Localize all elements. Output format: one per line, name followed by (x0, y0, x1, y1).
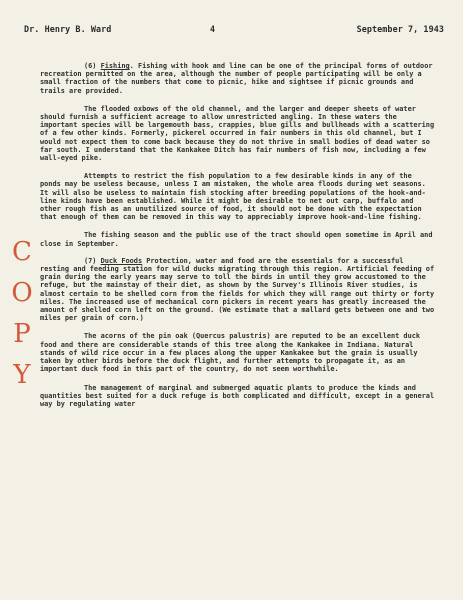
section-heading-duck-foods: Duck Foods (100, 256, 143, 265)
paragraph-text: Protection, water and food are the essentials for a successful resting and feeding station for wild ducks migrating through this region. Artificial feeding of grain during the early years may serve to toll the birds in until they grow accustomed to the refuge, but the mainstay of their diet, as shown by the Survey's Illinois River studies, is almost certain to be shelled corn from the fields for which they will range out thirty or forty miles. The increased use of mechanical corn pickers in recent years has greatly increased the amount of shelled corn left on the ground. (We estimate that a mallard gets between one and two miles per grain of corn.) (40, 256, 435, 323)
paragraph-fish-population: Attempts to restrict the fish population to a few desirable kinds in any of the ponds may be useless because, unless I am mistaken, the whole area floods during wet seasons. It will also be useless to maintain fish stocking after breeding populations of the hook-and-line kinds have been established. While it might be desirable to net out carp, buffalo and other rough fish as an unutilized source of food, it should not be done with the expectation that enough of them can be removed in this way to appreciably improve hook-and-line fishing. (40, 172, 426, 222)
section-number: (6) (84, 62, 101, 70)
paragraph-text: . Fishing with hook and line can be one of the principal forms of outdoor recreation permitted on the area, although the number of people participating will be only a small fraction of the numbers that come to picnic, hike and sightsee if picnic grounds and trails are provided. (40, 62, 433, 95)
paragraph-acorns: The acorns of the pin oak (Quercus palustris) are reputed to be an excellent duck food and there are considerable stands of this tree along the Kankakee in Indiana. Natural stands of wild rice occur in a few places along the upper Kankakee but the grain is usually taken by other birds before the duck flight, and further attempts to propagate it, as an important duck food in this part of the country, do not seem worthwhile. (40, 332, 421, 374)
section-heading-fishing: Fishing (100, 62, 130, 70)
paragraph-aquatic-plants: The management of marginal and submerged aquatic plants to produce the kinds and quantities best suited for a duck refuge is both complicated and difficult, except in a general way by regulating water (40, 383, 435, 408)
letter-date: September 7, 1943 (356, 24, 444, 34)
copy-stamp (9, 232, 35, 396)
letter-body (40, 62, 435, 418)
paragraph-fishing (40, 62, 435, 95)
paragraph-duck-foods (40, 257, 435, 323)
section-number: (7) (84, 256, 101, 265)
page-number: 4 (210, 24, 216, 34)
copy-stamp-letter: P (13, 319, 31, 349)
paragraph-oxbows: The flooded oxbows of the old channel, and the larger and deeper sheets of water should furnish a sufficient acreage to allow unrestricted angling. In these waters the important species will be largemouth bass, crappies, blue gills and bullheads with a scattering of a few other kinds. Formerly, pickerel occurred in fair numbers in this old channel, but I would not expect them to come back because they do not thrive in small bodies of dead water so far south. I understand that the Kankakee Ditch has fair numbers of fish now, including a few wall-eyed pike. (40, 104, 435, 163)
recipient-name: Dr. Henry B. Ward (24, 24, 112, 34)
paragraph-fishing-season: The fishing season and the public use of the tract should open sometime in April and close in September. (40, 231, 433, 248)
copy-stamp-letter: C (12, 237, 32, 267)
copy-stamp-letter: O (11, 278, 33, 308)
copy-stamp-letter: Y (13, 360, 31, 390)
